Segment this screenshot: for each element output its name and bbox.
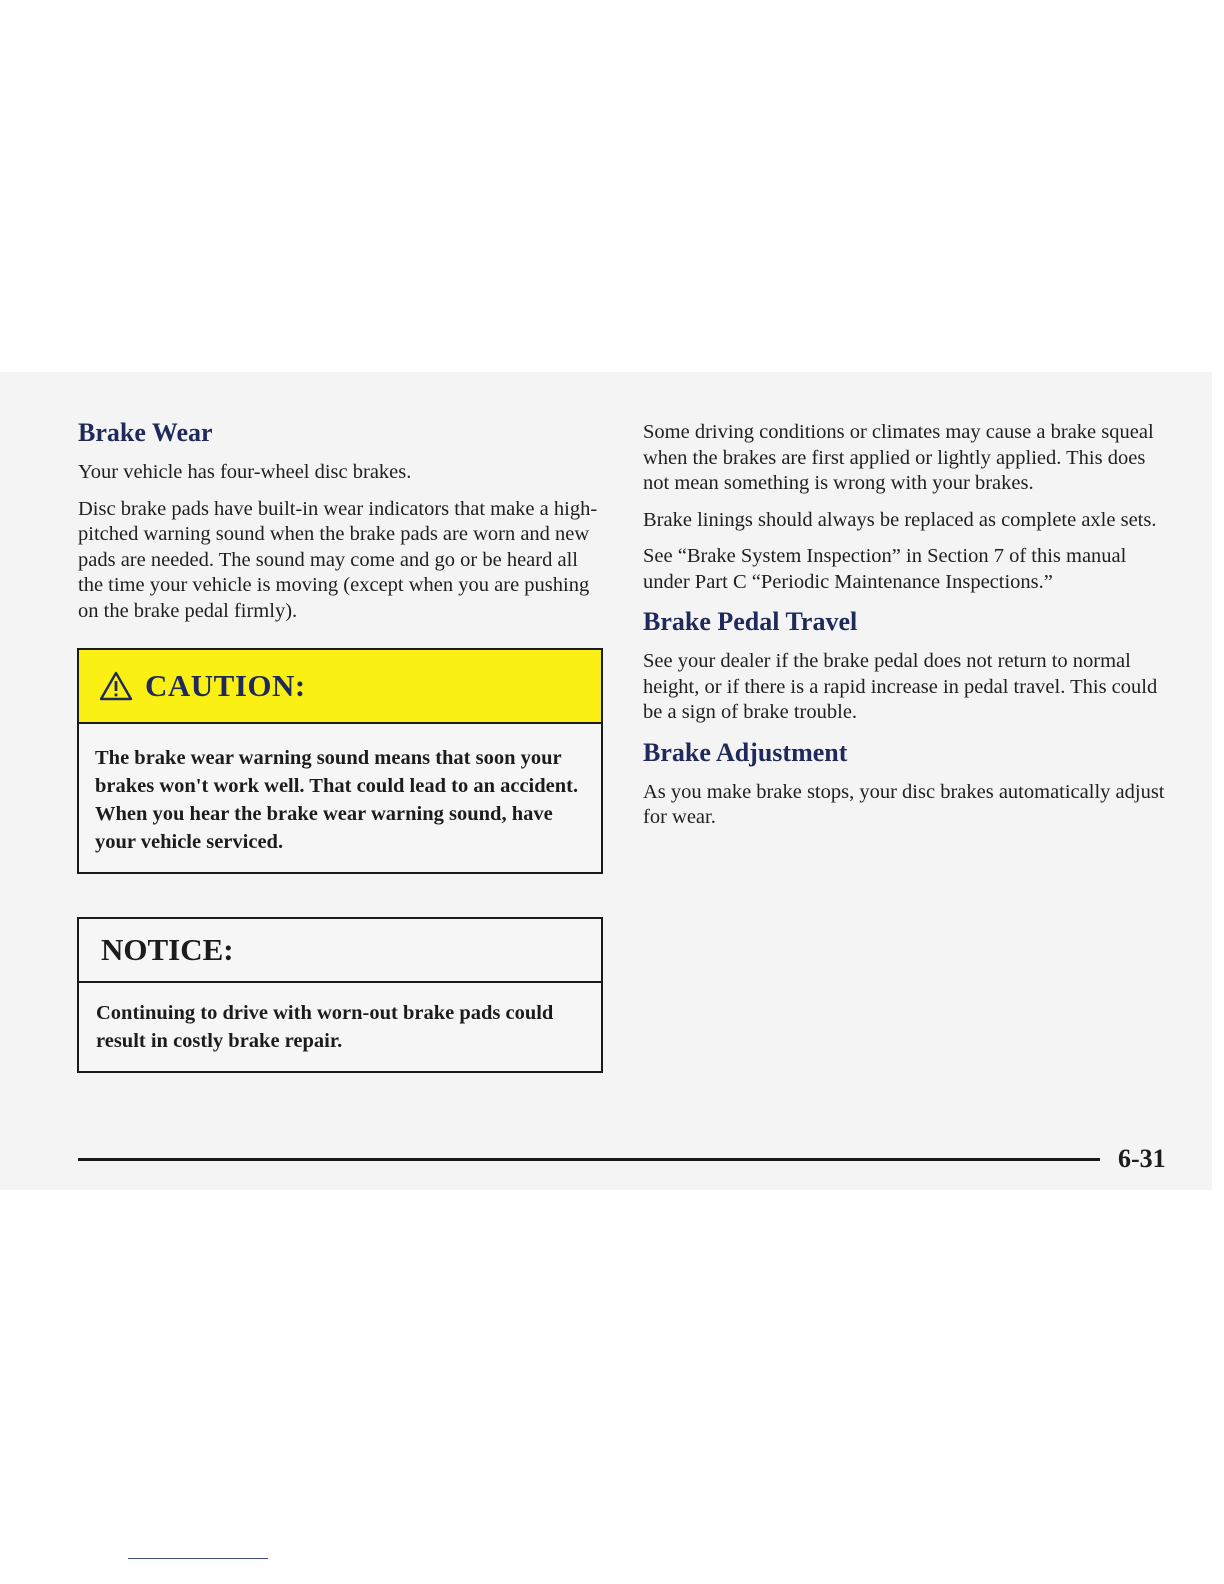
warning-triangle-icon [99,671,133,701]
brake-wear-paragraph-1: Your vehicle has four-wheel disc brakes. [78,461,412,483]
caution-text: The brake wear warning sound means that soon your brakes won't work well. That could lead to an accident. When you hear the brake wear warning sound, have your vehicle serviced. [95,747,579,853]
brake-wear-heading: Brake Wear [78,418,213,447]
caution-title: CAUTION: [145,668,306,703]
left-column [78,418,604,624]
page-number: 6-31 [1118,1144,1166,1173]
right-column [643,420,1173,831]
brake-adjustment-heading: Brake Adjustment [643,737,848,767]
notice-box [77,917,603,1073]
brake-linings-paragraph: Brake linings should always be replaced as complete axle sets. [643,508,1157,531]
notice-header [79,919,601,983]
inspection-reference-paragraph: See “Brake System Inspection” in Section 7 of this manual under Part C “Periodic Maintenance Inspections.” [643,545,1127,593]
caution-header [79,650,601,724]
pedal-travel-heading: Brake Pedal Travel [643,607,858,636]
caution-box [77,648,603,874]
brake-wear-paragraph-2: Disc brake pads have built-in wear indicators that make a high-pitched warning sound when the brake pads are worn and new pads are needed. The sound may come and go or be heard all the time your vehicle is moving (except when you are pushing on the brake pedal firmly). [78,497,598,622]
notice-text: Continuing to drive with worn-out brake pads could result in costly brake repair. [96,1002,554,1052]
footer-rule [78,1158,1100,1161]
pedal-travel-paragraph: See your dealer if the brake pedal does not return to normal height, or if there is a rapid increase in pedal travel. This could be a sign of brake trouble. [643,650,1158,723]
bottom-link-mark [128,1558,268,1559]
brake-adjustment-paragraph: As you make brake stops, your disc brakes automatically adjust for wear. [643,780,1165,828]
brake-squeal-paragraph: Some driving conditions or climates may cause a brake squeal when the brakes are first applied or lightly applied. This does not mean something is wrong with your brakes. [643,421,1154,494]
notice-title: NOTICE: [101,932,234,967]
